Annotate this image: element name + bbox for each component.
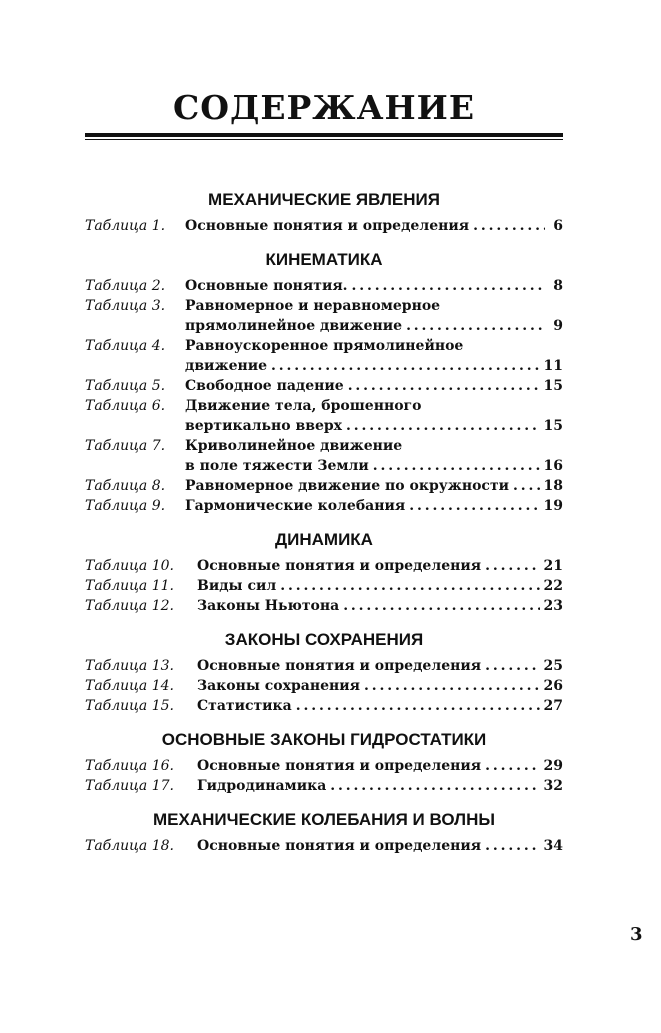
dot-leader [330,776,539,796]
dot-leader [346,416,540,436]
title-rule-thick [85,133,563,137]
toc-entry [85,556,563,576]
entry-title: Равномерное движение по окружности [185,478,509,494]
title-rule-thin [85,139,563,140]
entry-label: Таблица 13. [85,658,174,674]
page-title: СОДЕРЖАНИЕ [172,88,475,127]
entry-label: Таблица 2. [85,278,166,294]
toc-section [85,804,563,856]
entry-label: Таблица 12. [85,598,174,614]
dot-leader [473,216,545,236]
dot-leader [271,356,539,376]
section-heading: КИНЕМАТИКА [265,250,383,269]
entry-page-number: 29 [543,758,563,774]
entry-title: Криволинейное движение [185,438,403,454]
entry-title: Основные понятия и определения [185,218,470,234]
dot-leader [406,316,545,336]
entry-label: Таблица 11. [85,578,174,594]
dot-leader [485,756,539,776]
toc-entry [85,336,563,376]
dot-leader [352,276,545,296]
entry-title: Основные понятия и определения [197,758,482,774]
entry-label: Таблица 8. [85,478,166,494]
dot-leader [348,376,540,396]
entry-title: Основные понятия и определения [197,838,482,854]
entry-page-number: 18 [543,478,563,494]
toc-entry [85,756,563,776]
entry-page-number: 15 [543,418,563,434]
toc-entry [85,376,563,396]
toc-section [85,724,563,796]
entry-label: Таблица 3. [85,298,166,314]
entry-page-number: 16 [543,458,563,474]
toc-entry [85,776,563,796]
dot-leader [485,556,539,576]
entry-title: Основные понятия. [185,278,348,294]
entry-page-number: 26 [543,678,563,694]
toc-entry [85,276,563,296]
entry-label: Таблица 4. [85,338,166,354]
table-of-contents [85,184,563,856]
entry-title: Движение тела, брошенного [185,398,422,414]
entry-title: Основные понятия и определения [197,558,482,574]
dot-leader [485,836,539,856]
toc-entry [85,496,563,516]
entry-title: в поле тяжести Земли [185,458,369,474]
entry-title: Гармонические колебания [185,498,406,514]
toc-section [85,524,563,616]
entry-page-number: 15 [543,378,563,394]
dot-leader [513,476,540,496]
dot-leader [280,576,539,596]
entry-label: Таблица 16. [85,758,174,774]
entry-page-number: 21 [543,558,563,574]
toc-entry [85,576,563,596]
entry-label: Таблица 14. [85,678,174,694]
entry-label: Таблица 17. [85,778,174,794]
entry-page-number: 32 [543,778,563,794]
entry-title: Законы Ньютона [197,598,340,614]
entry-page-number: 34 [543,838,563,854]
section-heading: МЕХАНИЧЕСКИЕ ЯВЛЕНИЯ [208,190,440,209]
page-number: 3 [630,924,643,945]
entry-label: Таблица 9. [85,498,166,514]
entry-label: Таблица 5. [85,378,166,394]
toc-entry [85,296,563,336]
section-heading: ЗАКОНЫ СОХРАНЕНИЯ [224,630,424,649]
toc-entry [85,436,563,476]
dot-leader [485,656,539,676]
entry-page-number: 11 [543,358,563,374]
entry-title: Законы сохранения [197,678,360,694]
toc-entry [85,216,563,236]
toc-section [85,184,563,236]
entry-page-number: 27 [543,698,563,714]
toc-entry [85,656,563,676]
dot-leader [373,456,540,476]
toc-entry [85,696,563,716]
entry-page-number: 6 [553,218,563,234]
entry-label: Таблица 10. [85,558,174,574]
entry-title: Основные понятия и определения [197,658,482,674]
entry-page-number: 9 [553,318,563,334]
entry-label: Таблица 18. [85,838,174,854]
dot-leader [343,596,539,616]
entry-label: Таблица 15. [85,698,174,714]
entry-label: Таблица 7. [85,438,166,454]
toc-entry [85,676,563,696]
contents-page [85,0,643,1033]
entry-page-number: 8 [553,278,563,294]
entry-title: Свободное падение [185,378,344,394]
entry-title: движение [185,358,268,374]
dot-leader [364,676,540,696]
entry-title: Равномерное и неравномерное [185,298,441,314]
dot-leader [409,496,539,516]
entry-page-number: 23 [543,598,563,614]
dot-leader [296,696,540,716]
entry-title: Гидродинамика [197,778,327,794]
entry-page-number: 22 [543,578,563,594]
entry-title: прямолинейное движение [185,318,403,334]
entry-page-number: 19 [543,498,563,514]
entry-title: Статистика [197,698,292,714]
section-heading: МЕХАНИЧЕСКИЕ КОЛЕБАНИЯ И ВОЛНЫ [152,810,495,829]
toc-section [85,624,563,716]
toc-entry [85,396,563,436]
toc-entry [85,476,563,496]
section-heading: ОСНОВНЫЕ ЗАКОНЫ ГИДРОСТАТИКИ [161,730,487,749]
section-heading: ДИНАМИКА [275,530,373,549]
toc-entry [85,596,563,616]
entry-title: Равноускоренное прямолинейное [185,338,464,354]
toc-entry [85,836,563,856]
entry-title: вертикально вверх [185,418,342,434]
entry-title: Виды сил [197,578,277,594]
entry-label: Таблица 1. [85,218,166,234]
toc-section [85,244,563,516]
entry-page-number: 25 [543,658,563,674]
entry-label: Таблица 6. [85,398,166,414]
